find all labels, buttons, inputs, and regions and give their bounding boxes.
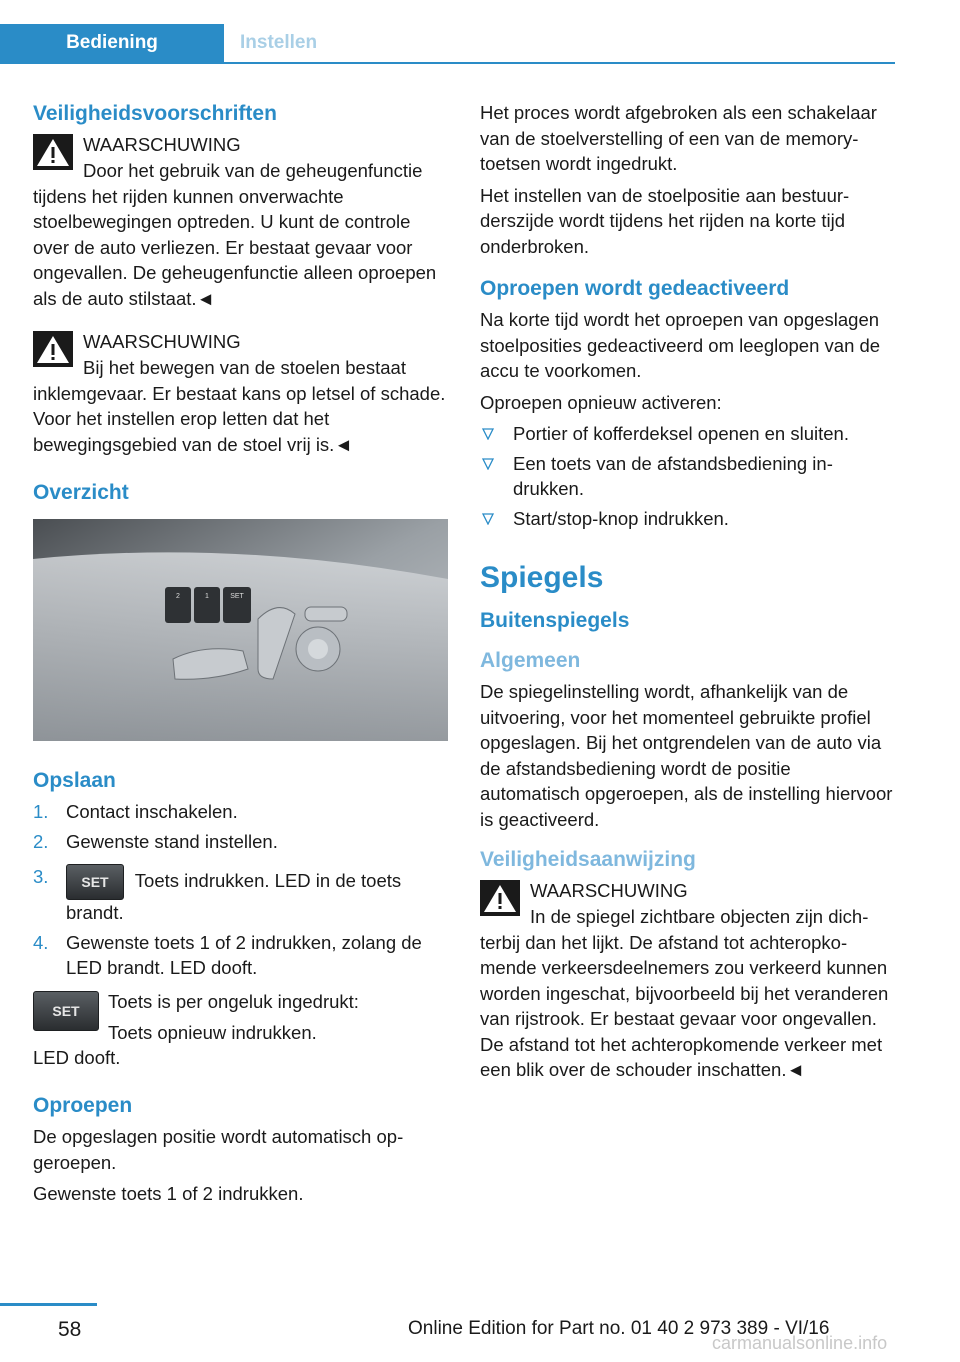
heading-spiegels: Spiegels [480,561,604,594]
svg-text:2: 2 [176,593,180,600]
list-item: Een toets van de afstandsbediening indrukken. [480,451,895,502]
header-tabbar [0,24,895,64]
warning-label: WAARSCHUWING [530,880,688,901]
triangle-bullet-icon [482,458,494,470]
footer-rule [0,1303,97,1306]
heading-veiligheidsaanwijzing: Veiligheidsaanwijzing [480,848,696,871]
heading-algemeen: Algemeen [480,649,581,672]
opslaan-steps [33,799,448,981]
note-line-2: Toets opnieuw indrukken. [108,1022,317,1043]
heading-oproepen-gedeactiveerd: Oproepen wordt gedeactiveerd [480,277,790,300]
warning-text-1: Door het gebruik van de geheugenfunctie tijdens het rijden kunnen onverwachte stoelbewegingen optreden. U kunt de controle over de auto verliezen. Er bestaat gevaar voor ongevallen. De geheugenfunctie alleen oproepen als de auto stilstaat.◄ [33,160,437,309]
paragraph-2: Het instellen van de stoelpositie aan bestuurderszijde wordt tijdens het rijden na korte tijd onderbroken. [480,184,850,257]
list-item: 4. Gewenste toets 1 of 2 indrukken, zolang de LED brandt. LED dooft. [33,931,422,978]
warning-label: WAARSCHUWING [83,134,241,155]
heading-opslaan: Opslaan [33,769,116,792]
edition-text: Online Edition for Part no. 01 40 2 973 389 - VI/16 [408,1318,830,1339]
warning-icon [480,880,520,916]
svg-text:1: 1 [205,593,209,600]
oproepen-text-2: Gewenste toets 1 of 2 indrukken. [33,1183,304,1204]
list-item: 2. Gewenste stand instellen. [33,830,278,852]
page-number: 58 [58,1318,82,1341]
warning-label: WAARSCHUWING [83,331,241,352]
list-item: 3. SET Toets indrukken. LED in de toets brandt. [33,866,402,923]
note-line-1: Toets is per ongeluk ingedrukt: [108,990,359,1012]
reactivate-list [480,421,895,531]
warning-block-1 [33,132,448,182]
warning-icon [33,331,73,367]
warning-icon [33,134,73,170]
list-item: 1. Contact inschakelen. [33,801,238,822]
set-key-icon: SET [33,991,99,1031]
heading-overzicht: Overzicht [33,481,129,504]
paragraph-1: Het proces wordt afgebroken als een schakelaar van de stoelverstelling of een van de memory-toetsen wordt ingedrukt. [480,102,877,174]
heading-veiligheidsvoorschriften: Veiligheidsvoorschriften [33,102,277,125]
oproepen-text-1: De opgeslagen positie wordt automatisch opgeroepen. [33,1126,404,1173]
triangle-bullet-icon [482,513,494,525]
right-column [480,100,895,1089]
list-item: Start/stop-knop indrukken. [480,506,895,532]
warning-text-2: Bij het bewegen van de stoelen bestaat inklemgevaar. Er bestaat kans op letsel of schade. Voor het instellen erop letten dat het bewegingsgebied van de stoel vrij is.◄ [33,357,446,455]
paragraph-5: De spiegelinstelling wordt, afhankelijk van de uitvoering, voor het momenteel gebruikte profiel opgeslagen. Bij het ontgrendelen van de auto via de afstandsbediening wordt de positie automatisch opgeroepen, als de instelling hiervoor is geactiveerd. [480,681,893,830]
left-column [33,100,448,1213]
paragraph-4: Oproepen opnieuw activeren: [480,391,722,413]
list-item: Portier of kofferdeksel openen en sluiten. [480,421,895,447]
heading-buitenspiegels: Buitenspiegels [480,609,630,632]
set-key-icon: SET [66,864,124,900]
warning-block-2 [33,329,448,379]
tab-bediening[interactable]: Bediening [0,24,224,62]
seat-memory-buttons-photo [33,519,448,741]
tab-instellen[interactable]: Instellen [240,32,318,53]
triangle-bullet-icon [482,428,494,440]
paragraph-3: Na korte tijd wordt het oproepen van opgeslagen stoelposities gedeactiveerd om leeglopen van de accu te voorkomen. [480,309,881,381]
warning-text-3: In de spiegel zichtbare objecten zijn dichterbij dan het lijkt. De afstand tot achteropkomende verkeersdeelnemers zou verkeerd kunnen worden ingeschat, bijvoorbeeld bij het veranderen van rijstrook. Er bestaat gevaar voor ongevallen. De afstand tot het achteropkomende verkeer met een blik over de schouder inschatten.◄ [480,906,889,1080]
note-line-3: LED dooft. [33,1046,121,1068]
watermark: carmanualsonline.info [712,1333,888,1353]
heading-oproepen: Oproepen [33,1094,133,1117]
svg-text:SET: SET [230,593,244,600]
set-note [33,989,448,1049]
warning-block-3 [480,878,895,928]
